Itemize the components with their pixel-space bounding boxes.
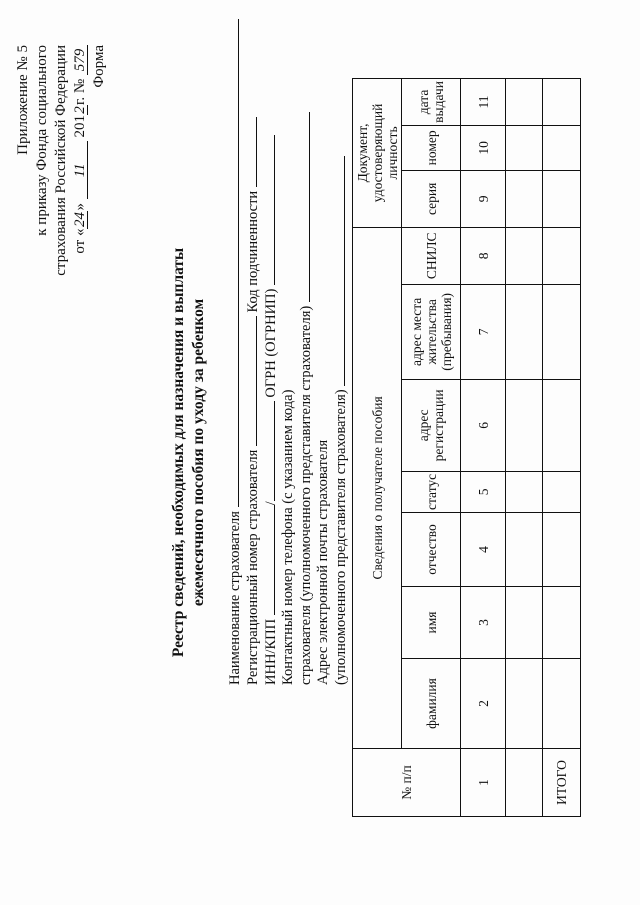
total-cell[interactable] bbox=[543, 170, 581, 227]
col-number-cell: 6 bbox=[461, 379, 506, 471]
total-row bbox=[543, 79, 581, 817]
col-header-name: имя bbox=[402, 587, 461, 659]
reg-number-label: Регистрационный номер страхователя bbox=[245, 449, 261, 685]
phone-label-2: страхователя (уполномоченного представителя страхователя) bbox=[298, 305, 314, 685]
col-number-cell: 10 bbox=[461, 125, 506, 170]
empty-cell[interactable] bbox=[506, 471, 543, 512]
document-title bbox=[169, 0, 209, 905]
col-header-num: № п/п bbox=[353, 749, 461, 817]
phone-label-1: Контактный номер телефона (с указанием кода) bbox=[280, 389, 296, 685]
data-row-empty bbox=[506, 79, 543, 817]
empty-cell[interactable] bbox=[506, 170, 543, 227]
total-cell[interactable] bbox=[543, 125, 581, 170]
insurer-name-field[interactable] bbox=[226, 19, 239, 507]
total-cell[interactable] bbox=[543, 513, 581, 587]
title-line-1: Реестр сведений, необходимых для назначения и выплаты bbox=[170, 247, 187, 658]
email-label-1: Адрес электронной почты страхователя bbox=[315, 439, 331, 685]
reg-number-row bbox=[244, 117, 261, 685]
col-number-cell: 5 bbox=[461, 471, 506, 512]
col-number-cell: 7 bbox=[461, 284, 506, 379]
total-cell[interactable] bbox=[543, 659, 581, 749]
order-number: 579 bbox=[73, 45, 88, 75]
col-number-cell: 11 bbox=[461, 79, 506, 126]
register-table bbox=[352, 78, 581, 817]
inn-ogrn-row bbox=[262, 135, 279, 685]
empty-cell[interactable] bbox=[506, 659, 543, 749]
appendix-date-line: от «24» 11 2012г. № 579 bbox=[71, 45, 90, 276]
email-row-1 bbox=[315, 440, 331, 685]
date-day: 24 bbox=[72, 212, 88, 228]
phone-row-1 bbox=[280, 390, 296, 685]
col-header-reg-address: адрес регистрации bbox=[402, 379, 461, 471]
date-month: 11 bbox=[73, 141, 88, 199]
col-header-residence-address: адрес места жительства (пребывания) bbox=[402, 284, 461, 379]
insurer-name-label: Наименование страхователя bbox=[227, 511, 243, 685]
inn-kpp-separator: / bbox=[263, 501, 279, 506]
subordination-code-label: Код подчиненности bbox=[245, 190, 261, 313]
col-number-cell: 3 bbox=[461, 587, 506, 659]
total-cell[interactable] bbox=[543, 587, 581, 659]
form-label: Форма bbox=[91, 45, 107, 88]
inn-kpp-label: ИНН/КПП bbox=[263, 618, 279, 685]
ogrn-field[interactable] bbox=[262, 135, 275, 285]
empty-cell[interactable] bbox=[506, 284, 543, 379]
header-row-groups bbox=[353, 79, 402, 817]
reg-number-field[interactable] bbox=[244, 316, 257, 446]
group-header-recipient: Сведения о получателе пособия bbox=[353, 227, 402, 748]
insurer-name-row bbox=[226, 19, 243, 685]
col-number-cell: 8 bbox=[461, 227, 506, 284]
total-cell[interactable] bbox=[543, 79, 581, 126]
col-header-doc-series: серия bbox=[402, 170, 461, 227]
empty-cell[interactable] bbox=[506, 125, 543, 170]
col-header-status: статус bbox=[402, 471, 461, 512]
phone-field[interactable] bbox=[297, 112, 310, 302]
col-header-doc-number: номер bbox=[402, 125, 461, 170]
email-row-2 bbox=[332, 156, 349, 685]
title-line-2: ежемесячного пособия по уходу за ребенком bbox=[190, 298, 207, 607]
appendix-order-ref: к приказу Фонда социального bbox=[34, 45, 50, 236]
phone-row-2 bbox=[297, 112, 314, 685]
col-header-patronymic: отчество bbox=[402, 513, 461, 587]
column-number-row bbox=[461, 79, 506, 817]
empty-cell[interactable] bbox=[506, 79, 543, 126]
col-header-surname: фамилия bbox=[402, 659, 461, 749]
empty-cell[interactable] bbox=[506, 513, 543, 587]
ogrn-label: ОГРН (ОГРНИП) bbox=[263, 288, 279, 398]
empty-cell[interactable] bbox=[506, 587, 543, 659]
inn-field[interactable] bbox=[262, 505, 275, 615]
appendix-header bbox=[14, 45, 109, 276]
kpp-field[interactable] bbox=[262, 401, 275, 501]
col-number-cell: 9 bbox=[461, 170, 506, 227]
total-cell[interactable] bbox=[543, 284, 581, 379]
empty-cell[interactable] bbox=[506, 749, 543, 817]
total-cell[interactable] bbox=[543, 471, 581, 512]
col-number-cell: 4 bbox=[461, 513, 506, 587]
col-header-snils: СНИЛС bbox=[402, 227, 461, 284]
col-number-cell: 1 bbox=[461, 749, 506, 817]
email-label-2: (уполномоченного представителя страхователя) bbox=[333, 389, 349, 685]
email-field[interactable] bbox=[332, 156, 345, 386]
col-header-doc-date: дата выдачи bbox=[402, 79, 461, 126]
empty-cell[interactable] bbox=[506, 379, 543, 471]
group-header-document: Документ, удостоверяющий личность bbox=[353, 79, 402, 228]
appendix-fund-name: страхования Российской Федерации bbox=[53, 45, 69, 276]
total-cell[interactable] bbox=[543, 379, 581, 471]
header-row-columns bbox=[402, 79, 461, 817]
date-year-digit: 2 bbox=[72, 106, 88, 114]
appendix-number: Приложение № 5 bbox=[15, 45, 31, 155]
total-cell[interactable] bbox=[543, 227, 581, 284]
total-label: ИТОГО bbox=[543, 749, 581, 817]
subordination-code-field[interactable] bbox=[244, 117, 257, 187]
col-number-cell: 2 bbox=[461, 659, 506, 749]
empty-cell[interactable] bbox=[506, 227, 543, 284]
